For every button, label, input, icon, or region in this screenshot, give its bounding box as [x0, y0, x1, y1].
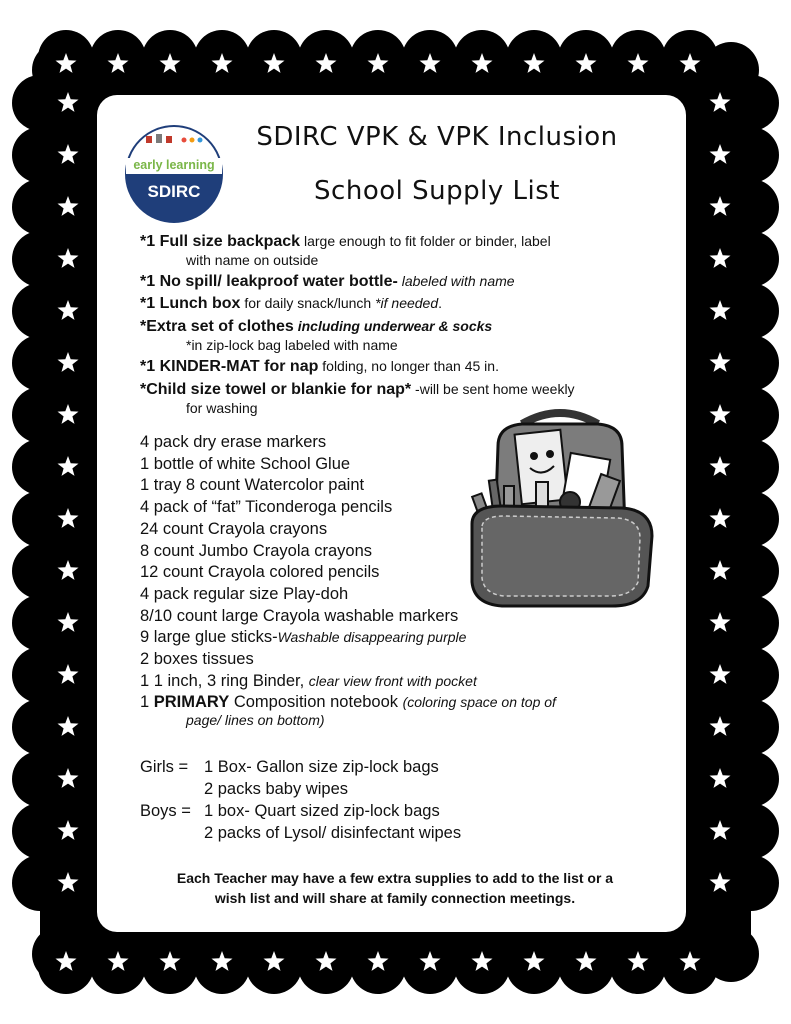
- required-item-note: *if needed: [375, 295, 439, 311]
- boys-item: 2 packs of Lysol/ disinfectant wipes: [204, 824, 462, 842]
- boys-label: Boys =: [140, 802, 191, 820]
- girls-item: 2 packs baby wipes: [204, 780, 348, 798]
- list-item-note-cont: page/ lines on bottom): [186, 712, 325, 729]
- required-item-punct: .: [438, 295, 443, 311]
- girls-label: Girls =: [140, 758, 189, 776]
- teacher-note: [130, 868, 660, 908]
- list-item: 1 bottle of white School Glue: [140, 454, 351, 473]
- logo-text-early-learning: early learning: [133, 158, 215, 172]
- required-item: [140, 232, 670, 270]
- girls-item: 1 Box- Gallon size zip-lock bags: [204, 758, 439, 776]
- logo-text-sdirc: SDIRC: [147, 182, 201, 201]
- list-item: 4 pack of “fat” Ticonderoga pencils: [140, 498, 393, 517]
- page-title: SDIRC VPK & VPK Inclusion: [256, 122, 618, 152]
- list-item-note: clear view front with pocket: [308, 672, 477, 689]
- list-item: 8 count Jumbo Crayola crayons: [140, 541, 373, 560]
- required-item-detail: labeled with name: [397, 273, 515, 289]
- page-subtitle: School Supply List: [314, 176, 560, 206]
- list-item: 8/10 count large Crayola washable markers: [140, 606, 459, 625]
- required-item-detail: including underwear & socks: [293, 318, 493, 334]
- list-item: [140, 627, 640, 649]
- backpack-illustration: [462, 406, 658, 614]
- list-item: 4 pack regular size Play-doh: [140, 584, 349, 603]
- required-item-detail-cont: with name on outside: [186, 252, 319, 268]
- list-item-text: 9 large glue sticks-: [140, 628, 278, 647]
- list-item-text: 1 1 inch, 3 ring Binder,: [140, 671, 309, 690]
- required-item-detail-cont: for washing: [186, 400, 258, 416]
- required-item-detail-cont: *in zip-lock bag labeled with name: [186, 337, 398, 353]
- required-item-detail: large enough to fit folder or binder, label: [300, 233, 551, 249]
- list-item: [140, 671, 640, 693]
- required-item-name: *1 No spill/ leakproof water bottle-: [140, 273, 398, 290]
- list-item: 12 count Crayola colored pencils: [140, 563, 380, 582]
- list-item-text: Composition notebook: [229, 693, 403, 712]
- required-item: [140, 272, 670, 291]
- required-item-name: *1 KINDER-MAT for nap: [140, 358, 319, 375]
- list-item-emphasis: PRIMARY: [153, 693, 230, 712]
- list-item: 24 count Crayola crayons: [140, 519, 328, 538]
- required-item-detail: for daily snack/lunch: [240, 295, 376, 311]
- boys-item: 1 box- Quart sized zip-lock bags: [204, 802, 440, 820]
- required-item: [140, 317, 670, 355]
- list-item: 2 boxes tissues: [140, 650, 254, 669]
- teacher-note-line: Each Teacher may have a few extra supplies to add to the list or a: [176, 870, 614, 886]
- list-item: 4 pack dry erase markers: [140, 433, 327, 451]
- teacher-note-line: wish list and will share at family connection meetings.: [214, 890, 576, 906]
- list-item: [140, 692, 640, 714]
- required-item-name: *Extra set of clothes: [140, 318, 294, 335]
- required-item-name: *1 Lunch box: [140, 295, 241, 312]
- list-item-note: (coloring space on top of: [402, 694, 556, 711]
- early-learning-logo: [124, 124, 224, 224]
- required-item: [140, 294, 670, 313]
- required-item: [140, 357, 670, 376]
- list-item-prefix: 1: [140, 693, 154, 712]
- required-item-detail: -will be sent home weekly: [411, 381, 575, 397]
- required-item-name: *Child size towel or blankie for nap*: [140, 381, 412, 398]
- gender-specific-supplies: [140, 756, 461, 844]
- list-item-note: Washable disappearing purple: [277, 629, 467, 646]
- required-item-name: *1 Full size backpack: [140, 233, 301, 250]
- required-item-detail: folding, no longer than 45 in.: [318, 358, 499, 374]
- list-item: 1 tray 8 count Watercolor paint: [140, 476, 365, 495]
